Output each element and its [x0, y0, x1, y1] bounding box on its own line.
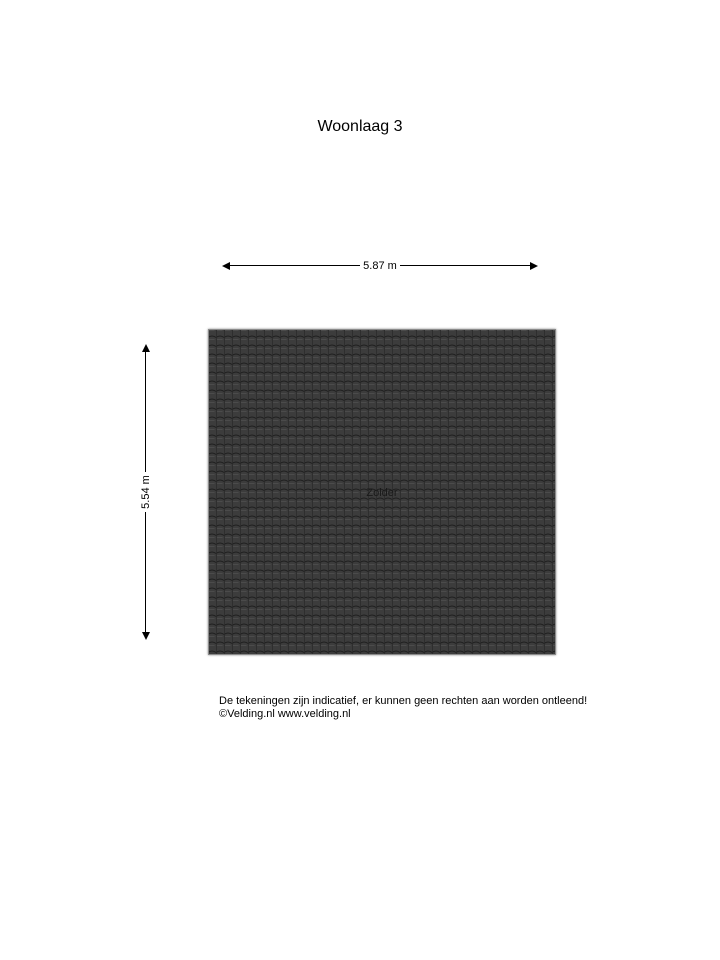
room-label-zolder: Zolder — [366, 487, 398, 499]
footer — [219, 695, 587, 721]
width-dimension-label-wrap — [222, 258, 538, 274]
floor-title: Woonlaag 3 — [317, 118, 403, 135]
arrow-up-icon — [142, 344, 150, 352]
arrow-down-icon — [142, 632, 150, 640]
disclaimer-text: De tekeningen zijn indicatief, er kunnen geen rechten aan worden ontleend! — [219, 695, 588, 707]
width-dimension-label: 5.87 m — [360, 260, 400, 272]
depth-dimension — [138, 344, 154, 640]
copyright-text: ©Velding.nl www.velding.nl — [219, 708, 351, 720]
width-dimension — [222, 258, 538, 274]
depth-dimension-label: 5.54 m — [140, 472, 152, 512]
depth-dimension-label-wrap — [138, 432, 154, 552]
